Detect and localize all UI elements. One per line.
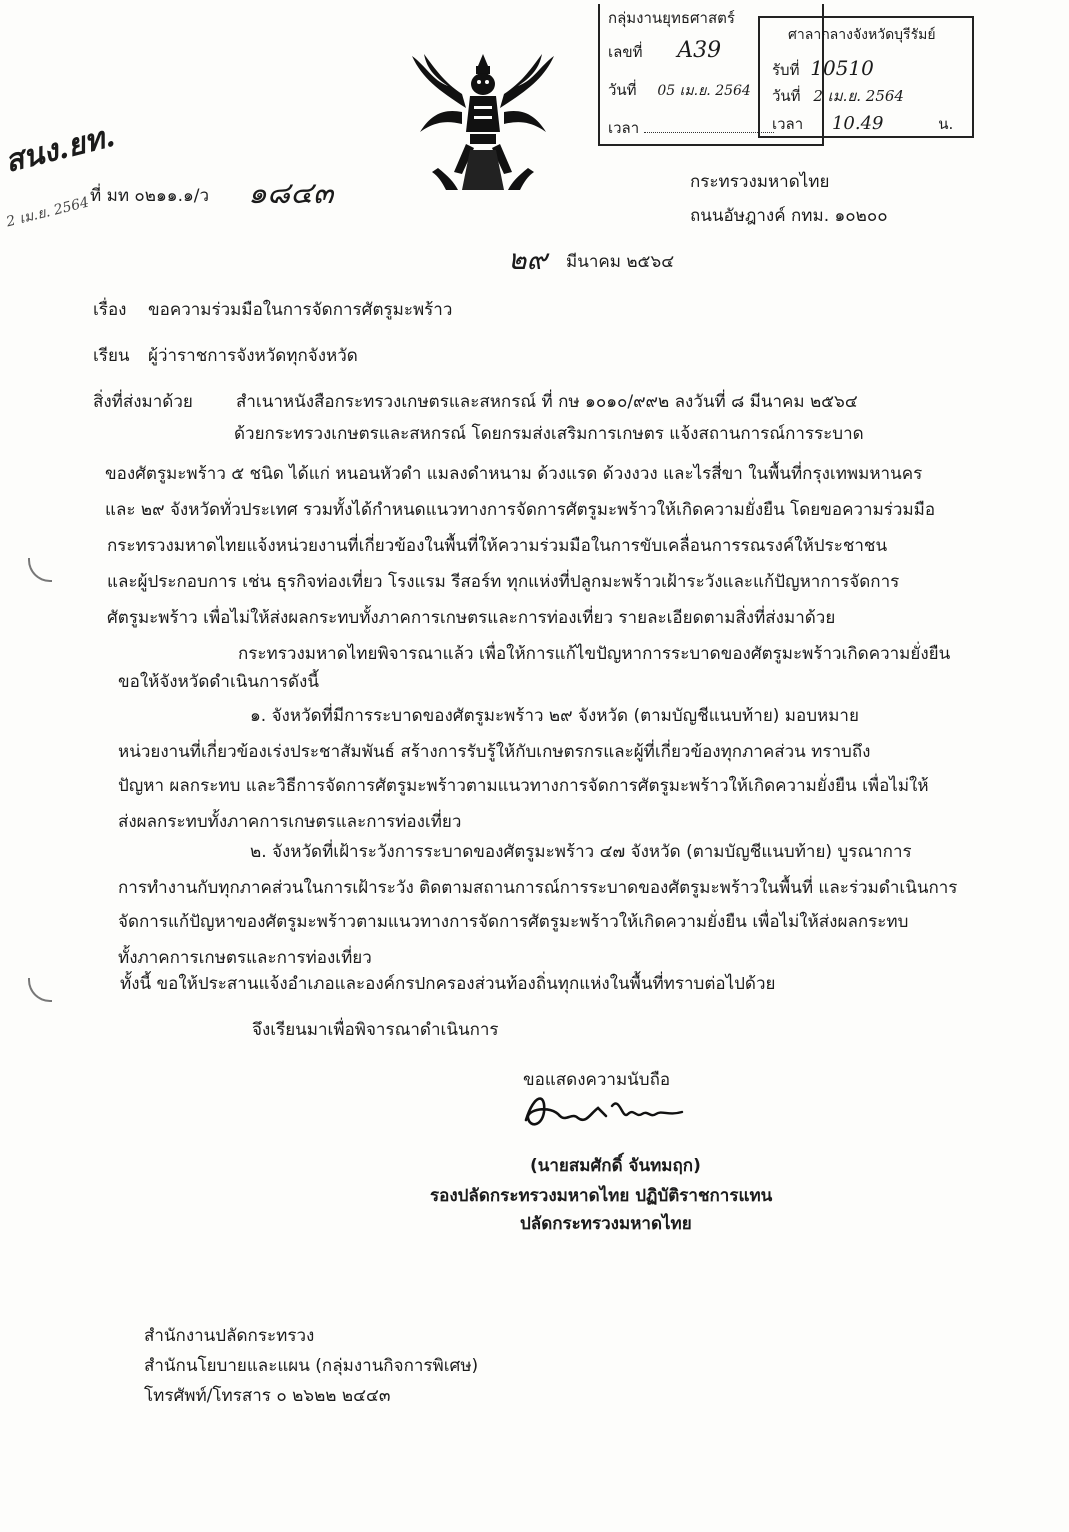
stamp-time-label: เวลา [608,119,640,137]
enclosure-label: สิ่งที่ส่งมาด้วย [93,392,193,412]
to-label: เรียน [93,346,130,366]
signer-name: (นายสมศักดิ์ จันทมฤก) [530,1156,701,1176]
p1-line: ของศัตรูมะพร้าว ๕ ชนิด ได้แก่ หนอนหัวดำ แมลงดำหนาม ด้วงแรด ด้วงงวง และไรสี่ขา ในพื้นที่กรุงเทพมหานคร [105,464,923,484]
to-text: ผู้ว่าราชการจังหวัดทุกจังหวัด [148,346,358,366]
court-recv-no-value: 10510 [810,56,874,80]
org-name: กระทรวงมหาดไทย [690,172,830,192]
signer-position-2: ปลัดกระทรวงมหาดไทย [520,1214,692,1234]
p1-line: และ ๒๙ จังหวัดทั่วประเทศ รวมทั้งได้กำหนดแนวทางการจัดการศัตรูมะพร้าวให้เกิดความยั่งยืน โดยขอความร่วมมือ [105,500,936,520]
stamp-date-value: 05 เม.ย. 2564 [657,83,751,99]
stamp-date-label: วันที่ [608,81,637,99]
stamp-time-value [644,132,774,133]
p1-line: และผู้ประกอบการ เช่น ธุรกิจท่องเที่ยว โรงแรม รีสอร์ท ทุกแห่งที่ปลูกมะพร้าวเฝ้าระวังและแก้ปัญหาการจัดการ [107,572,900,592]
org-address: ถนนอัษฎางค์ กทม. ๑๐๒๐๐ [690,206,888,226]
signer-position-1: รองปลัดกระทรวงมหาดไทย ปฏิบัติราชการแทน [430,1186,773,1206]
p2-line: กระทรวงมหาดไทยพิจารณาแล้ว เพื่อให้การแก้ไขปัญหาการระบาดของศัตรูมะพร้าวเกิดความยั่งยืน [238,644,951,664]
p2-line: ขอให้จังหวัดดำเนินการดังนี้ [118,672,319,692]
court-time-value: 10.49 [831,113,884,134]
enclosure-text: สำเนาหนังสือกระทรวงเกษตรและสหกรณ์ ที่ กษ ๑๐๑๐/๙๙๒ ลงวันที่ ๘ มีนาคม ๒๕๖๔ [236,392,858,412]
punch-hole-mark [28,978,52,1002]
court-recv-date-label: วันที่ [772,87,801,105]
footer-phone: โทรศัพท์/โทรสาร ๐ ๒๖๒๒ ๒๔๔๓ [144,1386,391,1406]
court-time-label: เวลา [772,115,804,133]
item1-line: ส่งผลกระทบทั้งภาคการเกษตรและการท่องเที่ยว [118,812,462,832]
item2-line: ๒. จังหวัดที่เฝ้าระวังการระบาดของศัตรูมะพร้าว ๔๗ จังหวัด (ตามบัญชีแนบท้าย) บูรณาการ [250,842,912,862]
stamp-no-label: เลขที่ [608,43,643,61]
coordination-note: ทั้งนี้ ขอให้ประสานแจ้งอำเภอและองค์กรปกครองส่วนท้องถิ่นทุกแห่งในพื้นที่ทราบต่อไปด้วย [120,974,776,994]
subject-text: ขอความร่วมมือในการจัดการศัตรูมะพร้าว [148,300,453,320]
margin-handwritten-code: สนง.ยท. [1,118,119,180]
letter-ref-number: ๑๘๔๓ [248,176,334,211]
item1-line: ๑. จังหวัดที่มีการระบาดของศัตรูมะพร้าว ๒๙ จังหวัด (ตามบัญชีแนบท้าย) มอบหมาย [250,706,859,726]
stamp-no-value: A39 [677,38,722,63]
item1-line: ปัญหา ผลกระทบ และวิธีการจัดการศัตรูมะพร้าวตามแนวทางการจัดการศัตรูมะพร้าวให้เกิดความยั่งยืน เพื่อไม่ให้ [118,776,929,796]
garuda-emblem-icon [408,50,558,195]
closing-text: จึงเรียนมาเพื่อพิจารณาดำเนินการ [252,1020,499,1040]
footer-division: สำนักนโยบายและแผน (กลุ่มงานกิจการพิเศษ) [144,1356,479,1376]
margin-received-date: 2 เม.ย. 2564 [4,194,91,231]
p1-line: ศัตรูมะพร้าว เพื่อไม่ให้ส่งผลกระทบทั้งภาคการเกษตรและการท่องเที่ยว รายละเอียดตามสิ่งที่ส่งมาด้วย [107,608,836,628]
letter-date-day: ๒๙ [508,243,547,276]
court-time-unit: น. [938,115,954,133]
regards-text: ขอแสดงความนับถือ [523,1070,671,1090]
item2-line: จัดการแก้ปัญหาของศัตรูมะพร้าวตามแนวทางการจัดการศัตรูมะพร้าวให้เกิดความยั่งยืน เพื่อไม่ให้ส่งผลกระทบ [118,912,909,932]
item2-line: การทำงานกับทุกภาคส่วนในการเฝ้าระวัง ติดตามสถานการณ์การระบาดของศัตรูมะพร้าวในพื้นที่ และร่วมดำเนินการ [118,878,958,898]
subject-label: เรื่อง [93,300,127,320]
letter-ref-prefix: ที่ มท ๐๒๑๑.๑/ว [90,186,210,206]
item1-line: หน่วยงานที่เกี่ยวข้องเร่งประชาสัมพันธ์ สร้างการรับรู้ให้กับเกษตรกรและผู้ที่เกี่ยวข้องทุกภาคส่วน ทราบถึง [118,742,871,762]
court-recv-no-label: รับที่ [772,61,800,79]
stamp-title: กลุ่มงานยุทธศาสตร์ [608,9,735,27]
item2-line: ทั้งภาคการเกษตรและการท่องเที่ยว [118,948,372,968]
letter-date-rest: มีนาคม ๒๕๖๔ [566,252,675,272]
court-stamp-title: ศาลากลางจังหวัดบุรีรัมย์ [788,27,936,43]
signature-icon [520,1090,690,1134]
p1-line: กระทรวงมหาดไทยแจ้งหน่วยงานที่เกี่ยวข้องในพื้นที่ให้ความร่วมมือในการขับเคลื่อนการรณรงค์ให้ประชาชน [107,536,888,556]
provincial-hall-receive-stamp [758,16,974,138]
court-recv-date-value: 2 เม.ย. 2564 [813,87,904,105]
punch-hole-mark [28,558,52,582]
footer-office: สำนักงานปลัดกระทรวง [144,1326,315,1346]
p1-line: ด้วยกระทรวงเกษตรและสหกรณ์ โดยกรมส่งเสริมการเกษตร แจ้งสถานการณ์การระบาด [234,424,864,444]
